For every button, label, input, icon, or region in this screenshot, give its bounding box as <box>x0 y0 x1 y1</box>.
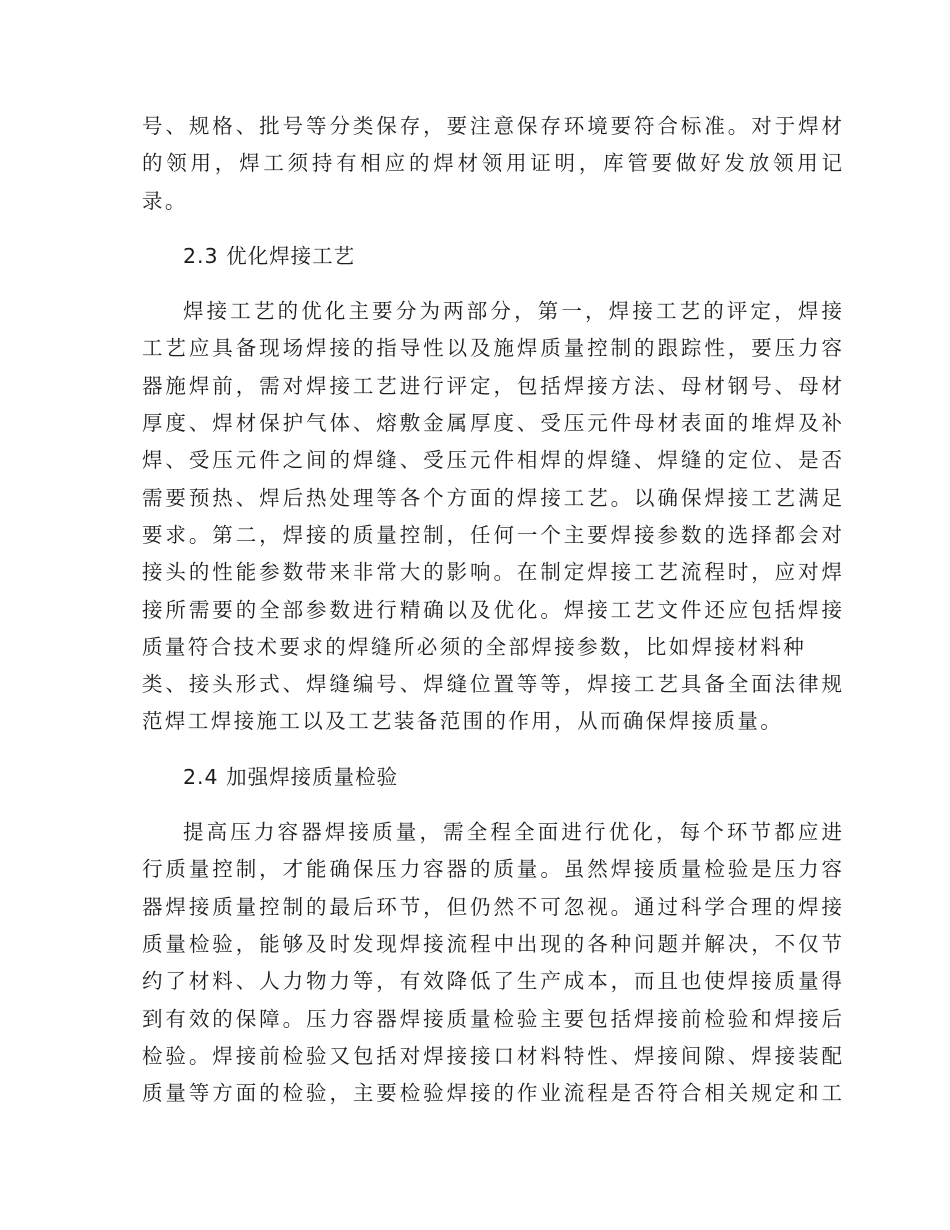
text-line: 器焊接质量控制的最后环节，但仍然不可忽视。通过科学合理的焊接 <box>142 894 842 919</box>
section-heading-2-4: 2.4 加强焊接质量检验 <box>183 764 399 789</box>
text-line: 类、接头形式、焊缝编号、焊缝位置等等，焊接工艺具备全面法律规 <box>142 672 842 697</box>
text-line: 号、规格、批号等分类保存，要注意保存环境要符合标准。对于焊材 <box>142 114 842 138</box>
text-line: 焊接工艺的优化主要分为两部分，第一，焊接工艺的评定，焊接 <box>183 299 842 324</box>
paragraph-welding-material-storage <box>142 108 842 220</box>
text-line: 接头的性能参数带来非常大的影响。在制定焊接工艺流程时，应对焊 <box>142 560 842 585</box>
text-line: 需要预热、焊后热处理等各个方面的焊接工艺。以确保焊接工艺满足 <box>142 485 842 510</box>
text-line: 到有效的保障。压力容器焊接质量检验主要包括焊接前检验和焊接后 <box>142 1006 842 1031</box>
text-line: 提高压力容器焊接质量，需全程全面进行优化，每个环节都应进 <box>183 820 842 845</box>
section-heading-2-3: 2.3 优化焊接工艺 <box>183 243 356 268</box>
document-body <box>142 108 842 1112</box>
paragraph-optimize-welding-process <box>142 293 842 741</box>
text-line: 检验。焊接前检验又包括对焊接接口材料特性、焊接间隙、焊接装配 <box>142 1043 842 1068</box>
text-line: 焊、受压元件之间的焊缝、受压元件相焊的焊缝、焊缝的定位、是否 <box>142 448 842 473</box>
text-line: 范焊工焊接施工以及工艺装备范围的作用，从而确保焊接质量。 <box>142 709 784 734</box>
text-line: 器施焊前，需对焊接工艺进行评定，包括焊接方法、母材钢号、母材 <box>142 373 842 398</box>
paragraph-welding-quality-inspection <box>142 814 842 1112</box>
text-line: 约了材料、人力物力等，有效降低了生产成本，而且也使焊接质量得 <box>142 969 842 994</box>
text-line: 工艺应具备现场焊接的指导性以及施焊质量控制的跟踪性，要压力容 <box>142 336 842 361</box>
text-line: 厚度、焊材保护气体、熔敷金属厚度、受压元件母材表面的堆焊及补 <box>142 411 842 436</box>
text-line: 行质量控制，才能确保压力容器的质量。虽然焊接质量检验是压力容 <box>142 857 842 882</box>
text-line: 质量等方面的检验，主要检验焊接的作业流程是否符合相关规定和工 <box>142 1081 842 1106</box>
text-line: 接所需要的全部参数进行精确以及优化。焊接工艺文件还应包括焊接 <box>142 597 842 622</box>
text-line: 要求。第二，焊接的质量控制，任何一个主要焊接参数的选择都会对 <box>142 522 842 547</box>
text-line: 的领用，焊工须持有相应的焊材领用证明，库管要做好发放领用记 <box>142 151 842 176</box>
text-line: 质量符合技术要求的焊缝所必须的全部焊接参数，比如焊接材料种 <box>142 634 807 659</box>
text-line: 录。 <box>142 188 188 213</box>
text-line: 质量检验，能够及时发现焊接流程中出现的各种问题并解决，不仅节 <box>142 931 842 956</box>
